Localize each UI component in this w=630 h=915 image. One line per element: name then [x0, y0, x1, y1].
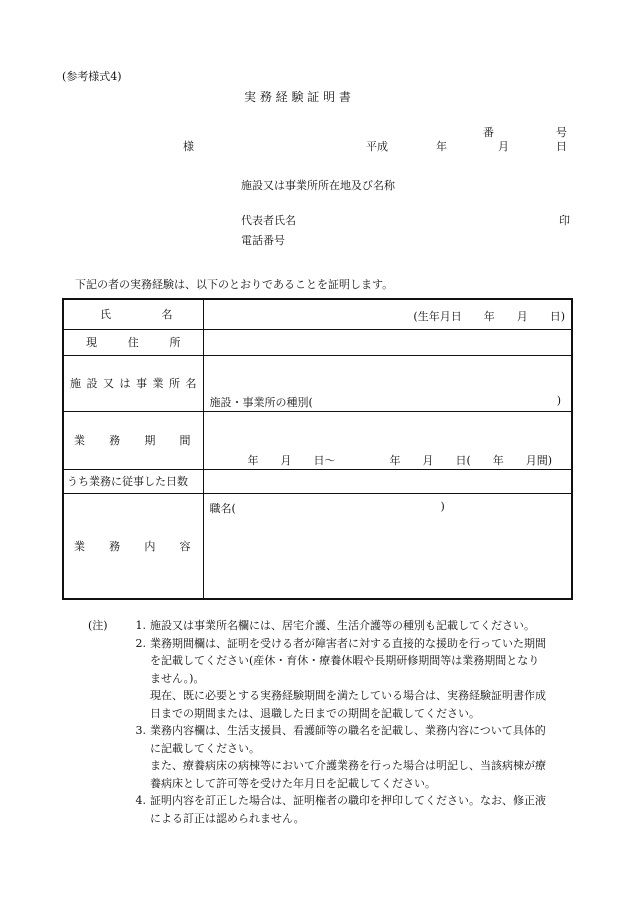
note-number: 1. [135, 619, 146, 632]
note-item-1 [88, 617, 578, 635]
row-period [63, 411, 572, 469]
note-line: 日までの期間または、退職した日までの期間を記載してください。 [150, 706, 480, 720]
certification-statement: 下記の者の実務経験は、以下のとおりであることを証明します。 [75, 278, 394, 291]
note-line: 証明内容を訂正した場合は、証明権者の職印を押印してください。なお、修正液 [150, 794, 546, 807]
job-title-close: ) [440, 499, 445, 513]
note-line: に記載してください。 [150, 741, 260, 755]
note-item-3 [88, 722, 578, 792]
notes-section [88, 617, 578, 827]
representative-label: 代表者氏名 [241, 214, 296, 227]
row-days [63, 469, 572, 493]
row-duty [63, 493, 572, 599]
period-from: 年 月 日～ [247, 453, 336, 467]
facility-name-label: 施設又は事業所名 [70, 377, 197, 390]
period-field[interactable] [203, 411, 572, 469]
name-field[interactable] [203, 299, 572, 329]
duty-field[interactable] [203, 493, 572, 599]
seal-mark: 印 [559, 214, 570, 227]
duty-label: 業務内容 [74, 539, 191, 553]
number-suffix: 号 [556, 126, 567, 139]
facility-name-field[interactable] [203, 355, 572, 411]
phone-label: 電話番号 [241, 234, 285, 247]
day-label: 日 [556, 140, 567, 153]
facility-type-close: ) [556, 393, 561, 407]
birthdate-hint: (生年月日 年 月 日) [413, 310, 565, 323]
period-to: 年 月 日( 年 月間) [389, 453, 553, 467]
experience-table [62, 298, 573, 600]
notes-head: (注) [88, 619, 108, 632]
row-facility [63, 355, 572, 411]
addressee-suffix: 様 [183, 140, 194, 153]
month-label: 月 [498, 140, 509, 153]
period-label: 業務期間 [74, 434, 191, 447]
note-line: による訂正は認められません。 [150, 811, 305, 825]
days-field[interactable] [203, 469, 572, 493]
row-address [63, 329, 572, 355]
days-label: うち業務に従事した日数 [67, 475, 188, 488]
facility-type-open: 施設・事業所の種別( [209, 395, 313, 409]
note-line: また、療養病床の病棟等において介護業務を行った場合は明記し、当該病棟が療 [150, 759, 546, 772]
name-label: 氏名 [100, 308, 173, 322]
note-item-4 [88, 792, 578, 827]
note-line: 業務内容欄は、生活支援員、看護師等の職名を記載し、業務内容について具体的 [150, 724, 546, 737]
era-label: 平成 [366, 140, 388, 153]
note-number: 2. [135, 636, 146, 650]
job-title-open: 職名( [209, 501, 236, 515]
note-line: ません。)。 [150, 671, 205, 685]
form-reference: (参考様式4) [62, 70, 122, 83]
document-title: 実 務 経 験 証 明 書 [244, 90, 351, 104]
note-line: 業務期間欄は、証明を受ける者が障害者に対する直接的な援助を行っていた期間 [150, 636, 546, 650]
issuer-facility-label: 施設又は事業所所在地及び名称 [241, 179, 395, 192]
note-item-2 [88, 635, 578, 723]
note-number: 4. [135, 794, 146, 807]
note-line: 施設又は事業所名欄には、居宅介護、生活介護等の種別も記載してください。 [150, 619, 535, 632]
note-line: 養病床として許可等を受けた年月日を記載してください。 [150, 776, 436, 790]
number-label: 番 [483, 126, 494, 139]
address-field[interactable] [203, 329, 572, 355]
row-name [63, 299, 572, 329]
year-label: 年 [436, 140, 447, 153]
note-number: 3. [135, 724, 146, 737]
note-line: 現在、既に必要とする実務経験期間を満たしている場合は、実務経験証明書作成 [150, 689, 546, 702]
note-line: を記載してください(産休・育休・療養休暇や長期研修期間等は業務期間となり [150, 654, 540, 667]
address-label: 現住所 [86, 336, 181, 349]
